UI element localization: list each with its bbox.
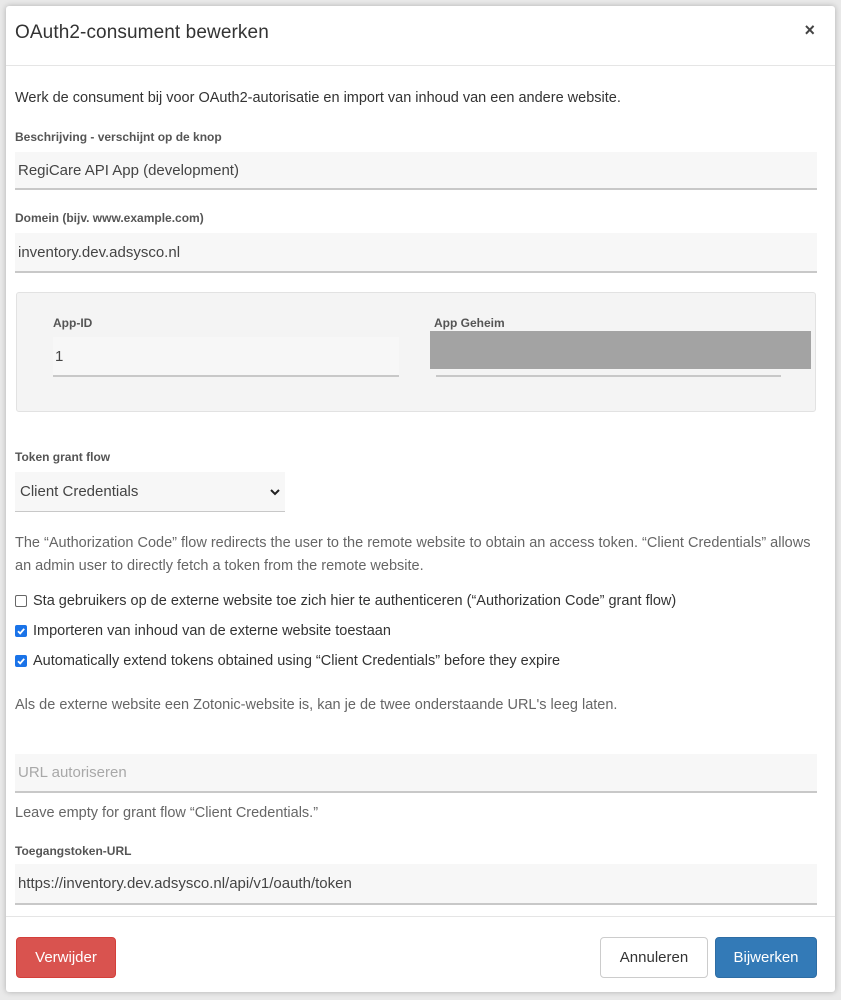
app-secret-label: App Geheim	[434, 316, 505, 330]
description-value: RegiCare API App (development)	[18, 161, 239, 179]
redacted-secret-mask	[430, 331, 811, 369]
token-url-input[interactable]	[15, 864, 817, 905]
update-button[interactable]: Bijwerken	[715, 937, 817, 978]
auto-extend-label: Automatically extend tokens obtained using “Client Credentials” before they expire	[33, 653, 561, 669]
zotonic-hint: Als de externe website een Zotonic-website is, kan je de twee onderstaande URL's leeg laten.	[15, 697, 618, 713]
dialog-title: OAuth2-consument bewerken	[15, 22, 269, 43]
grant-flow-help: The “Authorization Code” flow redirects the user to the remote website to obtain an access token. “Client Credentials” allows an admin user to directly fetch a token from the remote website.	[15, 535, 811, 574]
footer-divider	[6, 916, 835, 917]
chevron-down-icon	[269, 486, 281, 498]
allow-auth-checkbox[interactable]	[15, 595, 27, 607]
authorize-url-input[interactable]	[15, 754, 817, 793]
checkmark-icon	[16, 656, 26, 666]
domain-value: inventory.dev.adsysco.nl	[18, 243, 181, 261]
allow-import-label: Importeren van inhoud van de externe website toestaan	[33, 623, 391, 639]
edit-oauth2-consumer-dialog	[6, 6, 835, 992]
delete-button[interactable]: Verwijder	[16, 937, 116, 978]
domain-input[interactable]	[15, 233, 817, 273]
checkmark-icon	[16, 626, 26, 636]
checkbox-row-allow-auth[interactable]	[15, 593, 676, 609]
authorize-url-placeholder: URL autoriseren	[18, 764, 127, 781]
close-button[interactable]	[804, 20, 815, 40]
grant-flow-select[interactable]	[15, 472, 285, 512]
allow-import-checkbox[interactable]	[15, 625, 27, 637]
description-input[interactable]	[15, 152, 817, 190]
auto-extend-checkbox[interactable]	[15, 655, 27, 667]
app-id-value: 1	[55, 347, 64, 365]
allow-auth-label: Sta gebruikers op de externe website toe zich hier te authenticeren (“Authorization Code” grant flow)	[33, 593, 677, 609]
app-id-label: App-ID	[53, 316, 93, 330]
description-label: Beschrijving - verschijnt op de knop	[15, 130, 222, 144]
close-icon: ×	[804, 20, 815, 40]
app-credentials-panel	[16, 292, 816, 412]
grant-flow-label: Token grant flow	[15, 450, 111, 464]
cancel-button[interactable]: Annuleren	[600, 937, 708, 978]
intro-text: Werk de consument bij voor OAuth2-autorisatie en import van inhoud van een andere website.	[15, 90, 621, 106]
checkbox-row-allow-import[interactable]	[15, 623, 391, 639]
token-url-label: Toegangstoken-URL	[15, 844, 132, 858]
dialog-header	[6, 6, 835, 66]
checkbox-row-auto-extend[interactable]	[15, 653, 560, 669]
grant-flow-selected: Client Credentials	[20, 483, 139, 500]
token-url-value: https://inventory.dev.adsysco.nl/api/v1/oauth/token	[18, 875, 352, 892]
app-id-input[interactable]	[53, 337, 399, 377]
authorize-url-help: Leave empty for grant flow “Client Credentials.”	[15, 805, 319, 821]
domain-label: Domein (bijv. www.example.com)	[15, 211, 204, 225]
